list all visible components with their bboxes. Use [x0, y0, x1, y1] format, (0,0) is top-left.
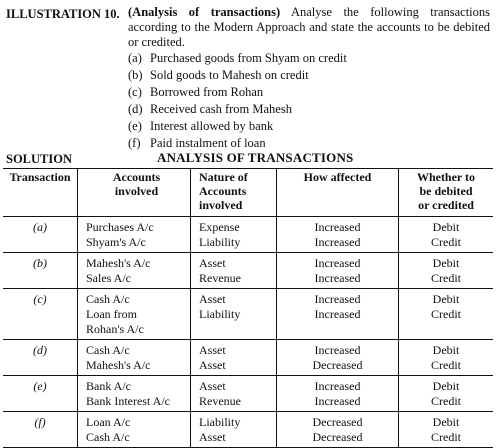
transaction-label: (f)	[128, 136, 141, 150]
account-line: Cash A/c	[86, 430, 130, 444]
cell-accounts	[78, 340, 191, 376]
dc-line: Credit	[431, 358, 461, 372]
transaction-text: Purchased goods from Shyam on credit	[150, 51, 347, 65]
illustration-label: ILLUSTRATION 10.	[6, 7, 120, 21]
transaction-label: (d)	[128, 102, 143, 116]
cell-how-affected	[277, 376, 399, 412]
cell-how-affected	[277, 412, 399, 448]
header-transaction: Transaction	[3, 169, 78, 217]
table-row	[3, 376, 493, 412]
nature-line: Asset	[199, 379, 226, 393]
dc-line: Credit	[431, 271, 461, 285]
dc-line: Debit	[432, 220, 460, 234]
nature-line: Asset	[199, 292, 226, 306]
transaction-label: (e)	[128, 119, 142, 133]
transaction-text: Received cash from Mahesh	[150, 102, 292, 116]
how-line: Increased	[314, 394, 361, 408]
header-line: involved	[199, 198, 243, 212]
cell-how-affected	[277, 340, 399, 376]
dc-line: Debit	[432, 256, 460, 270]
how-line: Increased	[314, 220, 361, 234]
dc-line: Credit	[431, 430, 461, 444]
account-line: Mahesh's A/c	[86, 358, 151, 372]
table-header-row	[3, 169, 493, 217]
table-row	[3, 217, 493, 253]
cell-accounts	[78, 376, 191, 412]
cell-how-affected	[277, 253, 399, 289]
how-line: Increased	[314, 271, 361, 285]
header-line: Accounts	[112, 170, 161, 184]
analysis-table	[3, 168, 493, 448]
transaction-text: Sold goods to Mahesh on credit	[150, 68, 309, 82]
cell-accounts	[78, 253, 191, 289]
table-row	[3, 253, 493, 289]
header-line: involved	[114, 184, 159, 198]
cell-nature	[191, 376, 277, 412]
how-line: Increased	[314, 307, 361, 321]
solution-label: SOLUTION	[6, 152, 72, 166]
dc-line: Debit	[432, 343, 460, 357]
header-line: be debited	[419, 184, 473, 198]
cell-nature	[191, 253, 277, 289]
cell-transaction: (e)	[3, 376, 78, 412]
nature-line: Asset	[199, 358, 226, 372]
cell-debit-credit	[399, 289, 494, 340]
account-line: Cash A/c	[86, 292, 130, 306]
dc-line: Debit	[432, 379, 460, 393]
how-line: Increased	[314, 343, 361, 357]
transaction-text: Interest allowed by bank	[150, 119, 274, 133]
dc-line: Credit	[431, 394, 461, 408]
transaction-label: (b)	[128, 68, 143, 82]
transaction-list	[128, 50, 347, 152]
how-line: Decreased	[312, 430, 363, 444]
transaction-label: (a)	[128, 51, 142, 65]
account-line: Shyam's A/c	[86, 235, 146, 249]
cell-debit-credit	[399, 217, 494, 253]
dc-line: Credit	[431, 307, 461, 321]
cell-transaction: (a)	[3, 217, 78, 253]
dc-line: Credit	[431, 235, 461, 249]
header-how-affected: How affected	[277, 169, 399, 217]
header-line: or credited	[418, 198, 474, 212]
account-line: Bank A/c	[86, 379, 131, 393]
nature-line: Revenue	[199, 271, 241, 285]
header-line: Accounts	[199, 184, 247, 198]
account-line: Loan from	[86, 307, 137, 321]
nature-line: Asset	[199, 256, 226, 270]
dc-line: Debit	[432, 415, 460, 429]
header-accounts	[78, 169, 191, 217]
cell-debit-credit	[399, 253, 494, 289]
header-line: Nature of	[199, 170, 248, 184]
nature-line: Expense	[199, 220, 240, 234]
cell-transaction: (f)	[3, 412, 78, 448]
transaction-text: Borrowed from Rohan	[150, 85, 264, 99]
how-line: Increased	[314, 256, 361, 270]
cell-accounts	[78, 289, 191, 340]
nature-line: Asset	[199, 430, 226, 444]
header-line: Whether to	[416, 170, 476, 184]
cell-transaction: (c)	[3, 289, 78, 340]
account-line: Loan A/c	[86, 415, 131, 429]
how-line: Increased	[314, 379, 361, 393]
illustration-heading: (Analysis of transactions)	[128, 5, 281, 19]
cell-debit-credit	[399, 340, 494, 376]
nature-line: Liability	[199, 307, 241, 321]
transaction-text: Paid instalment of loan	[150, 136, 266, 150]
cell-debit-credit	[399, 412, 494, 448]
cell-how-affected	[277, 217, 399, 253]
transaction-item	[128, 84, 347, 101]
illustration-intro	[128, 5, 490, 50]
transaction-label: (c)	[128, 85, 142, 99]
illustration-text: Analyse the following transactions according to the Modern Approach and state the accounts to be debited or credited.	[128, 5, 491, 49]
account-line: Bank Interest A/c	[86, 394, 170, 408]
how-line: Increased	[314, 235, 361, 249]
account-line: Mahesh's A/c	[86, 256, 151, 270]
transaction-item	[128, 101, 347, 118]
cell-nature	[191, 412, 277, 448]
cell-accounts	[78, 217, 191, 253]
cell-debit-credit	[399, 376, 494, 412]
how-line: Decreased	[312, 415, 363, 429]
cell-transaction: (d)	[3, 340, 78, 376]
table-row	[3, 340, 493, 376]
transaction-item	[128, 118, 347, 135]
nature-line: Asset	[199, 343, 226, 357]
nature-line: Liability	[199, 235, 241, 249]
account-line: Purchases A/c	[86, 220, 154, 234]
dc-line: Debit	[432, 292, 460, 306]
transaction-item	[128, 50, 347, 67]
nature-line: Liability	[199, 415, 241, 429]
account-line: Rohan's A/c	[86, 322, 144, 336]
transaction-item	[128, 67, 347, 84]
header-debit-credit	[399, 169, 494, 217]
header-nature	[191, 169, 277, 217]
table-row	[3, 289, 493, 340]
cell-nature	[191, 217, 277, 253]
cell-how-affected	[277, 289, 399, 340]
cell-transaction: (b)	[3, 253, 78, 289]
how-line: Increased	[314, 292, 361, 306]
nature-line: Revenue	[199, 394, 241, 408]
table-row	[3, 412, 493, 448]
cell-nature	[191, 289, 277, 340]
cell-nature	[191, 340, 277, 376]
analysis-title: ANALYSIS OF TRANSACTIONS	[157, 150, 354, 165]
cell-accounts	[78, 412, 191, 448]
account-line: Cash A/c	[86, 343, 130, 357]
how-line: Decreased	[312, 358, 363, 372]
account-line: Sales A/c	[86, 271, 131, 285]
